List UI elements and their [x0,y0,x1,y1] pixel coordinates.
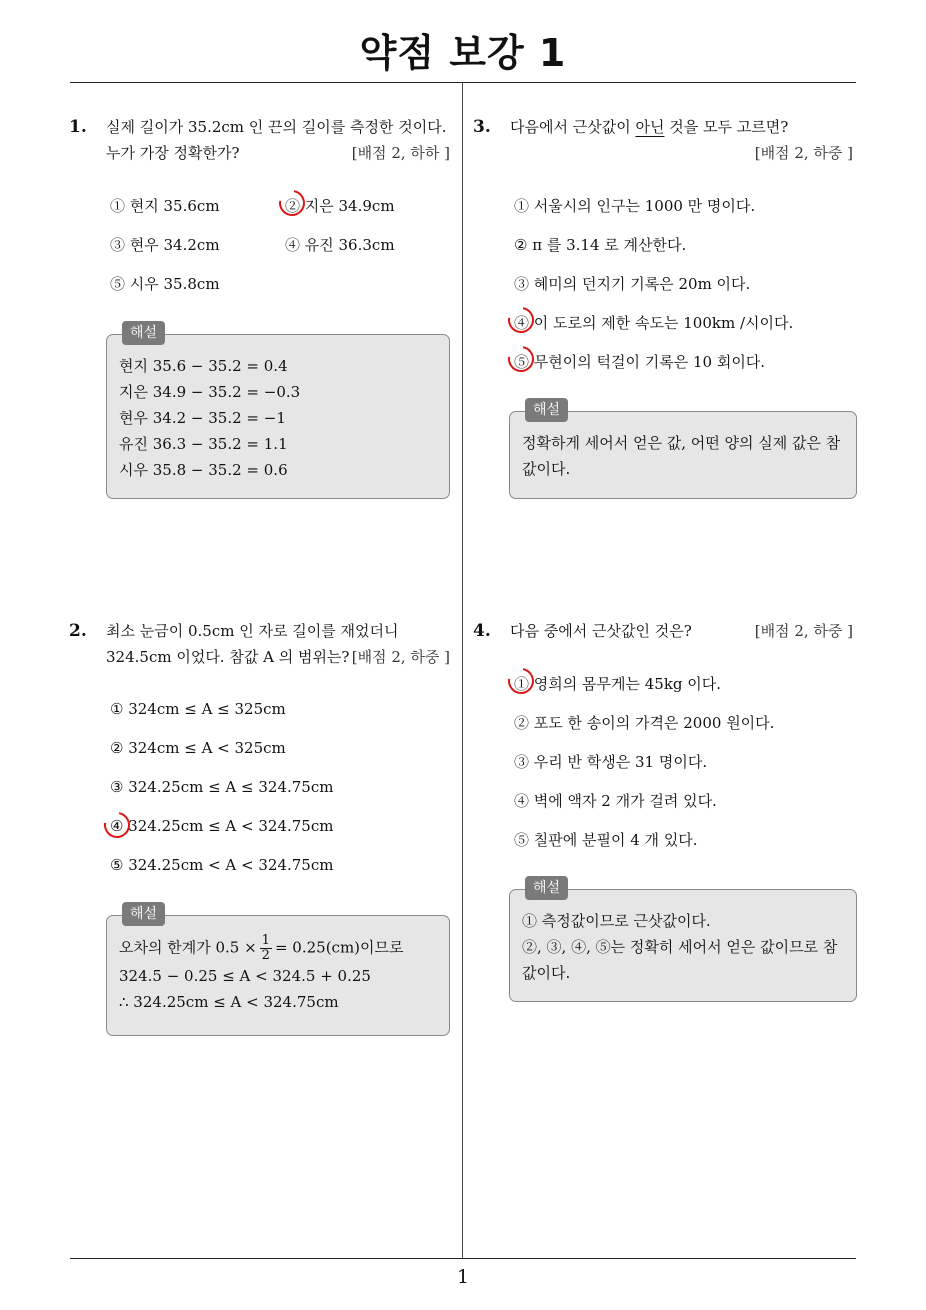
explanation-line: 현지 35.6 − 35.2 = 0.4 [119,357,288,375]
explanation-line: ∴ 324.25cm ≤ A < 324.75cm [119,993,339,1011]
option-5[interactable]: ⑤ 324.25cm < A < 324.75cm [110,856,334,874]
explanation-line: 정확하게 세어서 얻은 값, 어떤 양의 실제 값은 참값이다. [522,434,841,478]
page-number: 1 [456,1266,470,1288]
option-3[interactable]: ③ 우리 반 학생은 31 명이다. [514,753,708,771]
question-meta: [배점 2, 하중 ] [351,648,450,666]
explanation-box-q3 [509,402,857,499]
explanation-line: 324.5 − 0.25 ≤ A < 324.5 + 0.25 [119,967,371,985]
fraction: $\frac{1}{2}$ [261,933,270,963]
option-4[interactable]: ④ 유진 36.3cm [285,236,395,254]
question-meta: [배점 2, 하중 ] [754,622,853,640]
explanation-line: 시우 35.8 − 35.2 = 0.6 [119,461,288,479]
question-number: 2. [69,621,87,641]
option-1[interactable]: ① 현지 35.6cm [110,197,220,215]
question-number: 4. [473,621,491,641]
explanation-label: 해설 [122,321,165,345]
explanation-line: ②, ③, ④, ⑤는 정확히 세어서 얻은 값이므로 참값이다. [522,938,838,982]
option-4[interactable]: ④ 벽에 액자 2 개가 걸려 있다. [514,792,717,810]
question-text: 실제 길이가 35.2cm 인 끈의 길이를 측정한 것이다. 누가 가장 정확한가? [106,118,447,162]
option-1[interactable]: ① 영희의 몸무게는 45kg 이다. [514,675,722,693]
option-1[interactable]: ① 서울시의 인구는 1000 만 명이다. [514,197,756,215]
explanation-line: ① 측정값이므로 근삿값이다. [522,912,711,930]
option-2[interactable]: ② 지은 34.9cm [285,197,395,215]
explanation-label: 해설 [525,876,568,900]
question-text: 다음에서 근삿값이 아닌 것을 모두 고르면? [510,118,789,136]
option-5[interactable]: ⑤ 무현이의 턱걸이 기록은 10 회이다. [514,353,766,371]
selected-answer-circle [99,807,135,843]
question-text: 다음 중에서 근삿값인 것은? [510,622,692,640]
question-3 [473,114,855,162]
option-3[interactable]: ③ 324.25cm ≤ A ≤ 324.75cm [110,778,334,796]
top-rule [70,82,856,83]
explanation-label: 해설 [122,902,165,926]
question-meta: [배점 2, 하중 ] [754,144,853,162]
option-2[interactable]: ② π 를 3.14 로 계산한다. [514,236,687,254]
page-title: 약점 보강 1 [359,31,567,75]
option-3[interactable]: ③ 현우 34.2cm [110,236,220,254]
option-1[interactable]: ① 324cm ≤ A ≤ 325cm [110,700,286,718]
question-number: 3. [473,117,491,137]
explanation-label: 해설 [525,398,568,422]
column-divider [462,83,463,1258]
option-2[interactable]: ② 324cm ≤ A < 325cm [110,739,286,757]
question-2 [69,618,456,670]
option-3[interactable]: ③ 혜미의 던지기 기록은 20m 이다. [514,275,751,293]
option-5[interactable]: ⑤ 칠판에 분필이 4 개 있다. [514,831,698,849]
option-5[interactable]: ⑤ 시우 35.8cm [110,275,220,293]
explanation-line: 오차의 한계가 0.5 × $\frac{1}{2}$ = 0.25(cm)이므로 [119,933,404,963]
question-meta: [배점 2, 하하 ] [351,144,450,162]
question-text: 최소 눈금이 0.5cm 인 자로 길이를 재었더니 324.5cm 이었다. 참값 A 의 범위는? [106,622,399,666]
bottom-rule [70,1258,856,1259]
explanation-line: 현우 34.2 − 35.2 = −1 [119,409,286,427]
explanation-line: 유진 36.3 − 35.2 = 1.1 [119,435,288,453]
question-number: 1. [69,117,87,137]
explanation-box-q4 [509,880,857,1002]
option-4[interactable]: ④ 324.25cm ≤ A < 324.75cm [110,817,334,835]
explanation-box-q2 [106,906,450,1036]
explanation-box-q1 [106,325,450,499]
option-4[interactable]: ④ 이 도로의 제한 속도는 100km /시이다. [514,314,794,332]
option-2[interactable]: ② 포도 한 송이의 가격은 2000 원이다. [514,714,775,732]
explanation-line: 지은 34.9 − 35.2 = −0.3 [119,383,301,401]
question-4 [473,618,855,644]
question-1 [69,114,456,166]
underlined-word: 아닌 [635,118,665,136]
